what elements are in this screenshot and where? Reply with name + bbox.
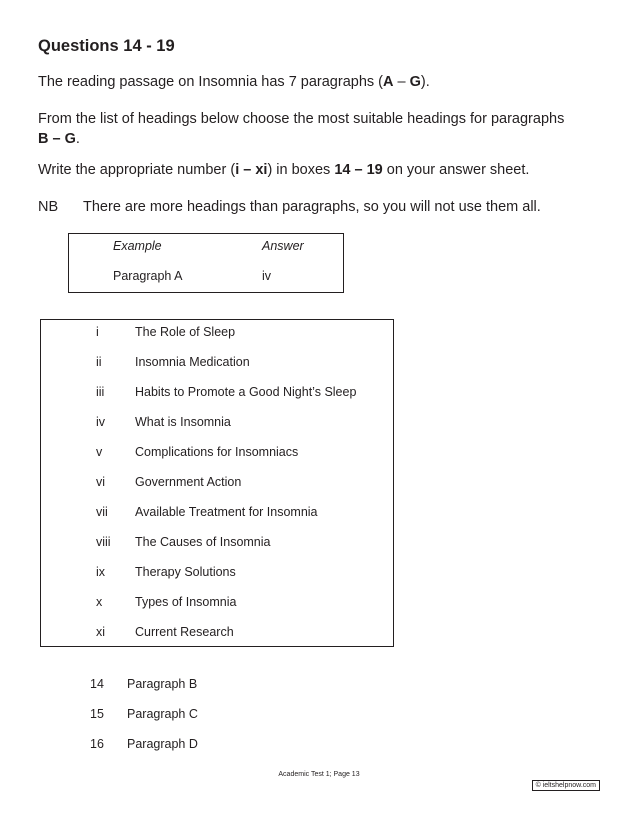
nb-label: NB bbox=[38, 199, 59, 215]
questions-heading: Questions 14 - 19 bbox=[38, 37, 175, 55]
heading-number: v bbox=[96, 445, 103, 459]
intro-paragraph-3 bbox=[38, 160, 529, 180]
intro-text: on your answer sheet. bbox=[382, 162, 530, 178]
nb-note bbox=[38, 197, 58, 217]
intro-bold: i – xi bbox=[235, 162, 268, 178]
intro-text: ). bbox=[420, 74, 430, 90]
example-header: Example bbox=[113, 239, 162, 253]
intro-text: The reading passage on Insomnia has 7 paragraphs ( bbox=[38, 74, 383, 90]
question-paragraph: Paragraph D bbox=[127, 737, 198, 751]
heading-number: ix bbox=[96, 565, 106, 579]
page-footer: Academic Test 1; Page 13 bbox=[278, 771, 360, 778]
heading-number: iii bbox=[96, 385, 105, 399]
example-value: Paragraph A bbox=[113, 269, 183, 283]
question-number: 14 bbox=[90, 677, 104, 691]
heading-number: vi bbox=[96, 475, 106, 489]
heading-number: xi bbox=[96, 625, 106, 639]
heading-text: Types of Insomnia bbox=[135, 595, 237, 609]
heading-text: Complications for Insomniacs bbox=[135, 445, 299, 459]
heading-text: What is Insomnia bbox=[135, 415, 231, 429]
intro-bold: B – G bbox=[38, 131, 76, 147]
nb-text: There are more headings than paragraphs, so you will not use them all. bbox=[83, 199, 541, 215]
question-paragraph: Paragraph C bbox=[127, 707, 198, 721]
heading-number: vii bbox=[96, 505, 108, 519]
intro-bold: G bbox=[409, 74, 421, 90]
heading-number: ii bbox=[96, 355, 102, 369]
question-number: 15 bbox=[90, 707, 104, 721]
heading-text: The Causes of Insomnia bbox=[135, 535, 271, 549]
intro-paragraph-2 bbox=[38, 109, 564, 149]
heading-text: Available Treatment for Insomnia bbox=[135, 505, 318, 519]
heading-text: Current Research bbox=[135, 625, 234, 639]
heading-text: The Role of Sleep bbox=[135, 325, 236, 339]
example-box bbox=[68, 233, 344, 293]
intro-text: Write the appropriate number ( bbox=[38, 162, 236, 178]
intro-text: From the list of headings below choose the most suitable headings for paragraphs bbox=[38, 111, 565, 127]
heading-number: i bbox=[96, 325, 99, 339]
question-number: 16 bbox=[90, 737, 104, 751]
answer-header: Answer bbox=[262, 239, 304, 253]
heading-text: Insomnia Medication bbox=[135, 355, 250, 369]
intro-paragraph-1 bbox=[38, 72, 430, 92]
heading-number: viii bbox=[96, 535, 111, 549]
heading-text: Habits to Promote a Good Night’s Sleep bbox=[135, 385, 357, 399]
headings-box bbox=[40, 319, 394, 647]
heading-text: Government Action bbox=[135, 475, 242, 489]
answer-value: iv bbox=[262, 269, 272, 283]
intro-text: . bbox=[75, 131, 80, 147]
intro-bold: 14 – 19 bbox=[334, 162, 383, 178]
question-paragraph: Paragraph B bbox=[127, 677, 198, 691]
heading-text: Therapy Solutions bbox=[135, 565, 236, 579]
intro-text: – bbox=[393, 74, 410, 90]
heading-number: iv bbox=[96, 415, 106, 429]
intro-text: ) in boxes bbox=[267, 162, 335, 178]
heading-number: x bbox=[96, 595, 103, 609]
copyright-badge: © ieltshelpnow.com bbox=[532, 780, 600, 791]
intro-bold: A bbox=[383, 74, 394, 90]
